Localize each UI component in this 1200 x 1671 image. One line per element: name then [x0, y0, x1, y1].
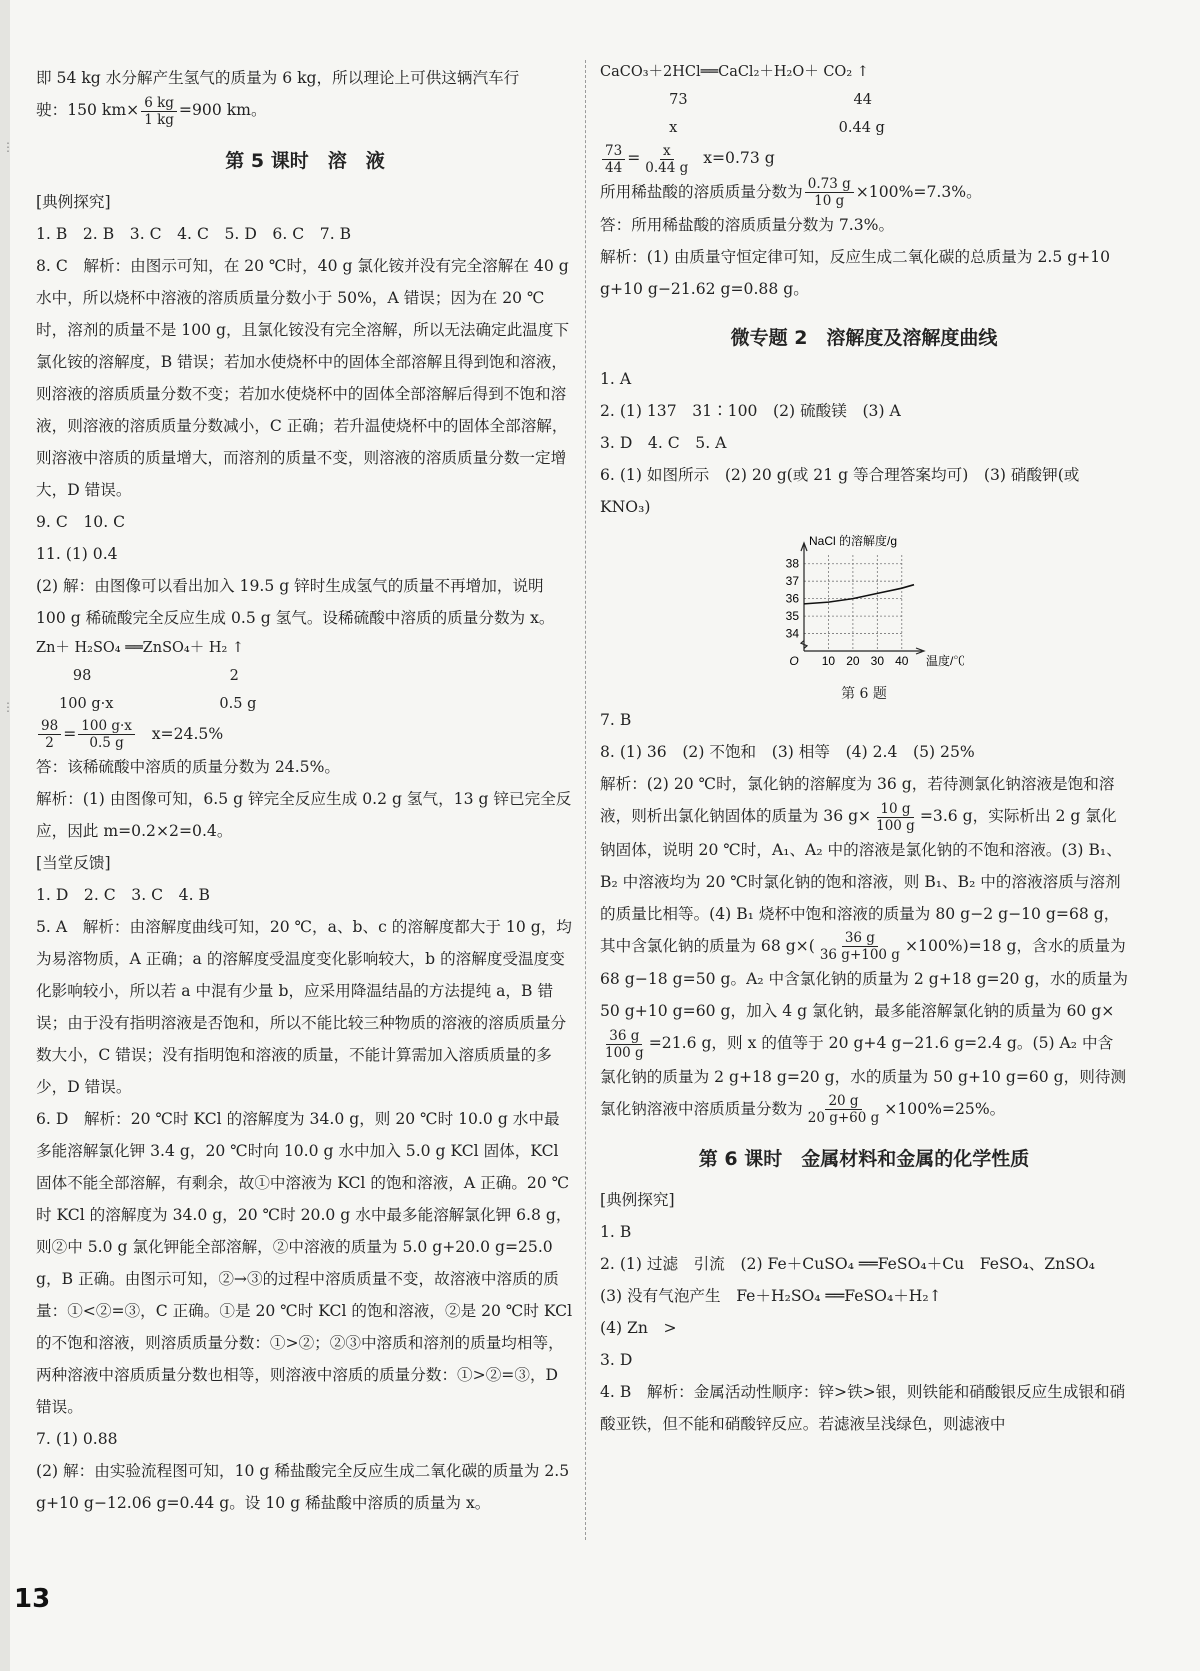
fraction-numerator: 100 g·x — [78, 718, 135, 735]
fraction — [805, 1093, 883, 1126]
answer-6: 6. D 解析：20 ℃时 KCl 的溶解度为 34.0 g，则 20 ℃时 10.0 g 水中最多能溶解氯化钾 3.4 g，20 ℃时向 10.0 g 水中加入 5.0 g KCl 固体，KCl 固体不能全部溶解，有剩余，故①中溶液为 KCl 的饱和溶液，A 正确。20 ℃时 KCl 的溶解度为 34.0 g，20 ℃时 20.0 g 水中最多能溶解氯化钾 6.8 g，则②中 5.0 g 氯化钾能全部溶解，②中溶液的质量为 5.0 g+20.0 g=25.0 g，B 正确。由图示可知，②→③的过程中溶质质量不变，故溶液中溶质的质量：①<②=③，C 正确。①是 20 ℃时 KCl 的饱和溶液，②是 20 ℃时 KCl 的不饱和溶液，则溶质质量分数：①>②；②③中溶质和溶剂的质量均相等，两种溶液中溶质质量分数也相等，则溶液中溶质的质量分数：①>②=③，D 错误。 — [36, 1110, 573, 1416]
x-axis-label: 温度/℃ — [926, 654, 964, 668]
answer-8: 8. C 解析：由图示可知，在 20 ℃时，40 g 氯化铵并没有完全溶解在 40 g 水中，所以烧杯中溶液的溶质质量分数小于 50%，A 错误；因为在 20 ℃时，溶剂的质量不是 100 g，且氯化铵没有完全溶解，所以无法确定此温度下氯化铵的溶解度，B 错误；若加水使烧杯中的固体全部溶解且得到饱和溶液，则溶液的溶质质量分数不变；若加水使烧杯中的固体全部溶解后得到不饱和溶液，则溶液的溶质质量分数减小，C 正确；若升温使烧杯中的固体全部溶解，则溶液中溶质的质量增大，而溶剂的质量不变，则溶液的溶质质量分数一定增大，D 错误。 — [36, 256, 570, 499]
solubility-chart-svg — [764, 527, 964, 677]
fraction-numerator: 6 kg — [141, 95, 177, 112]
equation-caco3-proportion: $\frac{73}{44}$ = $\frac{x}{0.44 g}$ x=0.73 g — [600, 142, 1128, 176]
y-tick-label: 34 — [785, 626, 799, 641]
equation-caco3-line-1: CaCO₃＋2HCl══CaCl₂＋H₂O＋ CO₂ ↑ — [600, 64, 869, 80]
fraction-denominator: 20 g+60 g — [807, 1110, 880, 1126]
fraction — [873, 801, 918, 834]
equation-zn-line-3: 100 g·x 0.5 g — [36, 695, 257, 712]
fraction-denominator: 0.44 g — [645, 159, 689, 176]
x-tick-label: 20 — [846, 654, 860, 668]
fraction-denominator: 1 kg — [144, 111, 174, 128]
fraction-denominator: 0.5 g — [89, 735, 124, 751]
y-tick-label: 38 — [785, 556, 799, 571]
answers-9-10: 9. C 10. C — [36, 512, 126, 531]
equation-result: x=0.73 g — [703, 149, 775, 167]
analysis-text: =21.6 g，则 x 的值等于 20 g+4 g−21.6 g=2.4 g。(5) A₂ 中含氯化钠的质量为 2 g+18 g=20 g，水的质量为 50 g+10 g=60 g，则待测氯化钠溶液中溶质质量分数为 — [600, 1034, 1127, 1118]
intro-line-1: 即 54 kg 水分解产生氢气的质量为 6 kg，所以理论上可供这辆汽车行 — [36, 69, 520, 87]
equation-zn-proportion: $\frac{98}{2}$ = $\frac{100 g\cdot x}{0.5 g}$ x=24.5% — [36, 718, 574, 752]
chart-caption: 第 6 题 — [841, 686, 887, 702]
fraction-denominator: 100 g — [876, 817, 915, 834]
answer-11-conclusion: 答：该稀硫酸中溶质的质量分数为 24.5%。 — [36, 758, 340, 776]
column-divider — [585, 60, 586, 1540]
answers-1-4: 1. D 2. C 3. C 4. B — [36, 886, 210, 904]
fraction-numerator: 36 g — [606, 1028, 642, 1045]
topic2-answers-3-5: 3. D 4. C 5. A — [600, 434, 727, 452]
metal-answer-1: 1. B — [600, 1223, 632, 1241]
topic2-answer-6: 6. (1) 如图所示 (2) 20 g(或 21 g 等合理答案均可) (3) 硝酸钾(或 KNO₃) — [600, 466, 1080, 516]
section-title-topic-2: 微专题 2 溶解度及溶解度曲线 — [730, 327, 998, 349]
section-title-lesson-6: 第 6 课时 金属材料和金属的化学性质 — [698, 1148, 1030, 1170]
intro-text: 驶：150 km× — [36, 101, 140, 119]
fraction — [141, 95, 177, 128]
fraction — [38, 718, 61, 751]
y-axis — [801, 545, 807, 651]
analysis-text: ×100%)=18 g，含水的质量为 68 g−18 g=50 g。A₂ 中含氯化钠的质量为 2 g+18 g=20 g，水的质量为 50 g+10 g=60 g，加入 4 g 氯化钠，最多能溶解氯化钠的质量为 60 g× — [600, 936, 1128, 1020]
topic2-answer-8: 8. (1) 36 (2) 不饱和 (3) 相等 (4) 2.4 (5) 25% — [600, 743, 975, 761]
section-title-lesson-5: 第 5 课时 溶 液 — [225, 149, 385, 172]
equation-caco3-line-3: x 0.44 g — [600, 120, 885, 136]
chart-labels — [786, 533, 964, 668]
section-tag-feedback: [当堂反馈] — [36, 854, 111, 872]
answers-1-7: 1. B 2. B 3. C 4. C 5. D 6. C 7. B — [36, 224, 352, 243]
fraction-numerator: 36 g — [842, 930, 878, 947]
page-binding-edge — [0, 0, 10, 1671]
answer-11-analysis: 解析：(1) 由图像可知，6.5 g 锌完全反应生成 0.2 g 氢气，13 g 锌已完全反应，因此 m=0.2×2=0.4。 — [36, 790, 572, 840]
solubility-chart — [600, 527, 1128, 704]
analysis-text: =3.6 g，实际析出 2 g 氯化钠固体，说明 20 ℃时，A₁、A₂ 中的溶液是氯化钠的不饱和溶液。(3) B₁、B₂ 中溶液均为 20 ℃时氯化钠的饱和溶液，则 B₁、B₂ 中的溶液溶质与溶剂的质量比相等。(4) B₁ 烧杯中饱和溶液的质量为 80 g−2 g−10 g=68 g，其中含氯化钠的质量为 68 g×( — [600, 807, 1122, 955]
topic2-answer-8-analysis — [600, 768, 1128, 1126]
fraction — [817, 930, 903, 963]
answer-7-part-2: (2) 解：由实验流程图可知，10 g 稀盐酸完全反应生成二氧化碳的质量为 2.5 g+10 g−12.06 g=0.44 g。设 10 g 稀盐酸中溶质的质量为 x。 — [36, 1462, 570, 1512]
fraction-numerator: 98 — [38, 718, 61, 735]
answer-5: 5. A 解析：由溶解度曲线可知，20 ℃，a、b、c 的溶解度都大于 10 g，均为易溶物质，A 正确；a 的溶解度受温度变化影响较大，b 的溶解度受温度变化影响较小，所以若 a 中混有少量 b，应采用降温结晶的方法提纯 a，B 错误；由于没有指明溶液是否饱和，所以不能比较三种物质的溶液的溶质质量分数大小，C 错误；没有指明饱和溶液的质量，不能计算需加入溶质质量的多少，D 错误。 — [36, 918, 572, 1096]
fraction-numerator: 0.73 g — [805, 176, 854, 193]
topic2-answer-2: 2. (1) 137 31∶100 (2) 硫酸镁 (3) A — [600, 402, 901, 420]
x-tick-label: 40 — [895, 654, 909, 668]
origin-label: O — [789, 654, 799, 668]
intro-text: =900 km。 — [178, 101, 267, 119]
topic2-answer-7: 7. B — [600, 711, 632, 729]
intro-line-2 — [36, 94, 574, 128]
fraction-numerator: x — [660, 143, 674, 160]
fraction — [602, 143, 625, 176]
margin-mark: ⋮ — [2, 700, 14, 714]
series-line-nacl — [804, 585, 914, 604]
hcl-percentage-text: ×100%=7.3%。 — [855, 182, 982, 201]
hcl-analysis: 解析：(1) 由质量守恒定律可知，反应生成二氧化碳的总质量为 2.5 g+10 g+10 g−21.62 g=0.88 g。 — [600, 248, 1111, 298]
fraction — [642, 143, 691, 176]
equation-result: x=24.5% — [151, 724, 224, 743]
hcl-percentage — [600, 176, 1128, 210]
y-tick-label: 35 — [785, 609, 799, 624]
x-tick-label: 10 — [821, 654, 836, 668]
margin-mark: ⋮ — [2, 140, 14, 154]
answer-11-part-2: (2) 解：由图像可以看出加入 19.5 g 锌时生成氢气的质量不再增加，说明 100 g 稀硫酸完全反应生成 0.5 g 氢气。设稀硫酸中溶质的质量分数为 x。 — [36, 576, 555, 627]
analysis-text: 解析：(2) 20 ℃时，氯化钠的溶解度为 36 g，若待测氯化钠溶液是饱和溶液，则析出氯化钠固体的质量为 36 g× — [600, 775, 1115, 825]
fraction-denominator: 2 — [45, 735, 54, 751]
fraction-denominator: 10 g — [814, 193, 845, 209]
y-axis-label: NaCl 的溶解度/g — [809, 534, 898, 548]
x-tick-label: 30 — [870, 654, 885, 668]
chart-axes — [801, 543, 924, 654]
fraction — [602, 1028, 647, 1061]
answer-11-part-1: 11. (1) 0.4 — [36, 544, 118, 563]
y-tick-label: 36 — [785, 591, 799, 606]
y-tick-label: 37 — [785, 574, 799, 589]
metal-answer-2-part-4: (4) Zn > — [600, 1319, 677, 1337]
metal-answer-4: 4. B 解析：金属活动性顺序：锌>铁>银，则铁能和硝酸银反应生成银和硝酸亚铁，但不能和硝酸锌反应。若滤液呈浅绿色，则滤液中 — [600, 1383, 1126, 1433]
fraction-numerator: 20 g — [825, 1093, 861, 1110]
topic2-answer-1: 1. A — [600, 370, 632, 388]
fraction — [78, 718, 135, 751]
answer-7-part-1: 7. (1) 0.88 — [36, 1430, 118, 1448]
analysis-text: ×100%=25%。 — [884, 1099, 1006, 1118]
section-tag-typical-examples-2: [典例探究] — [600, 1191, 675, 1209]
chart-series — [804, 585, 914, 604]
metal-answer-3: 3. D — [600, 1351, 633, 1369]
section-tag-typical-examples: [典例探究] — [36, 192, 111, 211]
fraction-numerator: 73 — [602, 143, 625, 160]
right-column — [600, 62, 1128, 1440]
fraction-denominator: 44 — [605, 159, 623, 176]
equation-zn-line-1: Zn＋ H₂SO₄ ══ZnSO₄＋ H₂ ↑ — [36, 639, 245, 656]
hcl-percentage-text: 所用稀盐酸的溶质质量分数为 — [600, 182, 803, 201]
left-column — [36, 62, 574, 1519]
fraction-numerator: 10 g — [877, 801, 913, 818]
equation-caco3-line-2: 73 44 — [600, 92, 872, 108]
hcl-conclusion: 答：所用稀盐酸的溶质质量分数为 7.3%。 — [600, 216, 895, 234]
page-number: 13 — [14, 1584, 51, 1614]
fraction-denominator: 36 g+100 g — [819, 947, 900, 963]
fraction-denominator: 100 g — [605, 1044, 644, 1061]
equation-zn-line-2: 98 2 — [36, 667, 239, 684]
metal-answer-2: 2. (1) 过滤 引流 (2) Fe＋CuSO₄ ══FeSO₄＋Cu FeSO₄、ZnSO₄ (3) 没有气泡产生 Fe＋H₂SO₄ ══FeSO₄＋H₂↑ — [600, 1255, 1111, 1305]
fraction — [805, 176, 854, 209]
